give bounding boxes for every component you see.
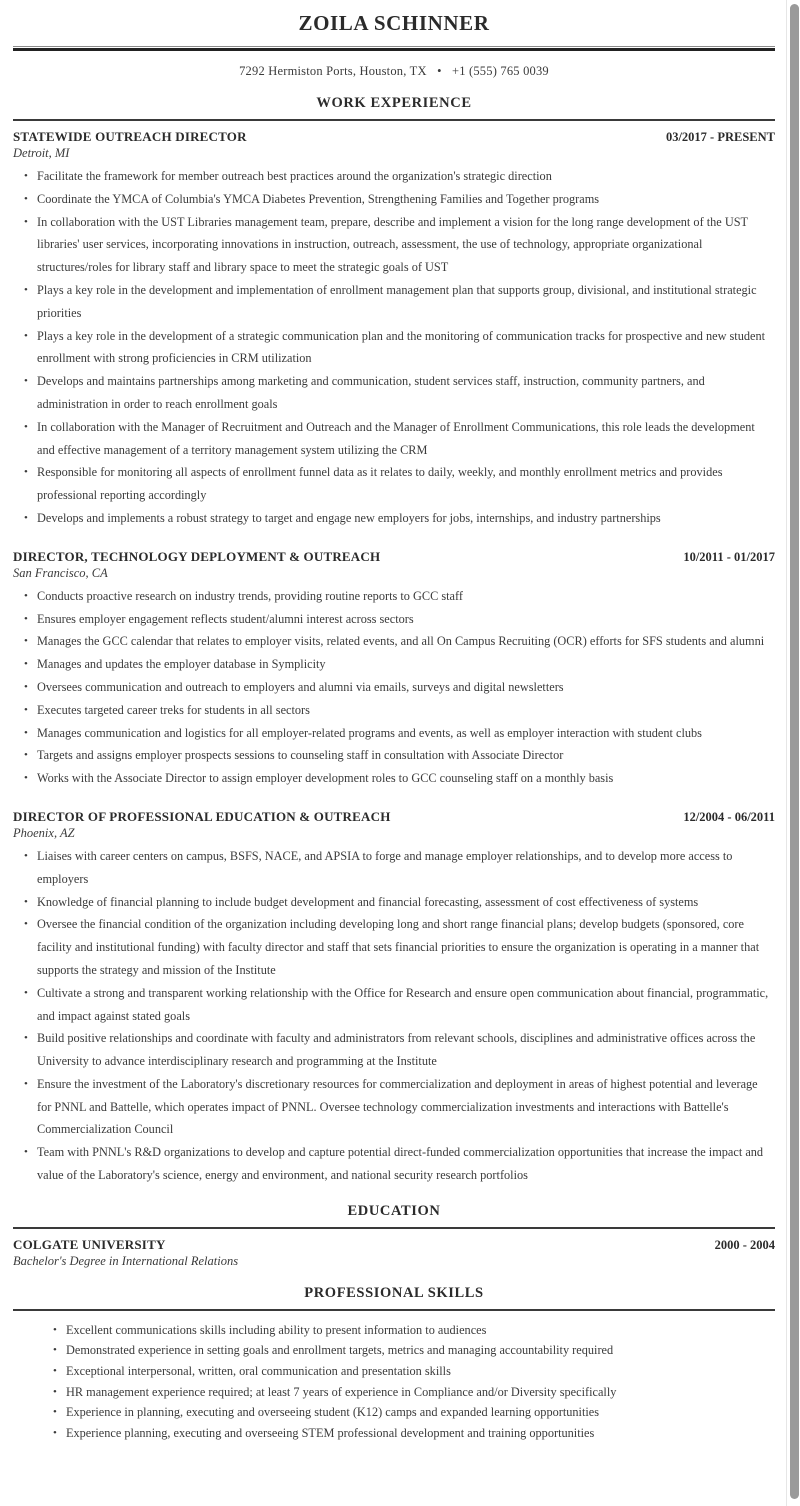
list-item: • Knowledge of financial planning to include budget development and financial forecasting, assessment of cost effectiveness of systems [13,891,775,914]
list-item: • Facilitate the framework for member outreach best practices around the organization's strategic direction [13,165,775,188]
section-title-work-experience: WORK EXPERIENCE [316,95,472,111]
contact-phone: +1 (555) 765 0039 [451,64,549,78]
job-date-range: 12/2004 - 06/2011 [683,809,775,824]
section-work-experience [13,95,775,1187]
list-item: • Cultivate a strong and transparent working relationship with the Office for Research and ensure open communication about financial, programmatic, and impact against stated goals [13,982,775,1028]
job-title: STATEWIDE OUTREACH DIRECTOR [13,129,247,144]
contact-address: 7292 Hermiston Ports, Houston, TX [239,64,427,78]
section-rule-work-experience [13,119,775,121]
list-item: • Targets and assigns employer prospects sessions to counseling staff in consultation with Associate Director [13,744,775,767]
list-item: • Manages and updates the employer database in Symplicity [13,653,775,676]
vertical-scrollbar[interactable] [786,0,800,1506]
work-entry [13,809,775,1187]
list-item: • Coordinate the YMCA of Columbia's YMCA Diabetes Prevention, Strengthening Families and Together programs [13,188,775,211]
header-divider-thin-line [13,46,775,47]
job-title: DIRECTOR, TECHNOLOGY DEPLOYMENT & OUTREACH [13,548,381,564]
header-divider-thick-line [13,48,775,51]
education-entry-header [13,1237,775,1253]
list-item: • HR management experience required; at least 7 years of experience in Compliance and/or Diversity specifically [13,1382,775,1403]
list-item: • Manages communication and logistics for all employer-related programs and events, as well as employer interaction with student clubs [13,722,775,745]
job-responsibility-list [13,845,775,1187]
list-item: • Demonstrated experience in setting goals and enrollment targets, metrics and managing accountability required [13,1340,775,1361]
resume-header [13,10,775,79]
work-entry-header [13,129,775,145]
list-item: • Develops and maintains partnerships among marketing and communication, student services staff, instruction, community partners, and administration in order to reach enrollment goals [13,370,775,416]
job-responsibility-list [13,585,775,790]
list-item: • Experience in planning, executing and overseeing student (K12) camps and expanded learning opportunities [13,1402,775,1423]
section-education [13,1203,775,1269]
list-item: • Develops and implements a robust strategy to target and engage new employers for jobs, internships, and industry partnerships [13,507,775,530]
list-item: • In collaboration with the Manager of Recruitment and Outreach and the Manager of Enrollment Communications, this role leads the development and effective management of a territory management system utilizing the CRM [13,416,775,462]
job-title: DIRECTOR OF PROFESSIONAL EDUCATION & OUTREACH [13,808,391,824]
section-title-professional-skills: PROFESSIONAL SKILLS [304,1284,484,1301]
job-location: San Francisco, CA [13,565,108,580]
job-date-range: 03/2017 - PRESENT [665,130,775,144]
list-item: • Team with PNNL's R&D organizations to develop and capture potential direct-funded commercialization opportunities that increase the impact and value of the Laboratory's science, energy and environment, and national security research portfolios [13,1141,775,1187]
list-item: • Executes targeted career treks for students in all sectors [13,699,775,722]
school-name: COLGATE UNIVERSITY [13,1236,166,1252]
degree-name: Bachelor's Degree in International Relations [13,1253,239,1268]
job-date-range: 10/2011 - 01/2017 [683,549,775,564]
contact-line [13,64,775,79]
list-item: • Oversee the financial condition of the organization including developing long and short range financial plans; develop budgets (sponsored, core facility and institutional funding) with faculty director and staff that sets financial priorities to ensure the organization is operating in a manner that supports the strategy and mission of the Institute [13,913,775,981]
section-rule-professional-skills [13,1309,775,1311]
section-title-education: EDUCATION [347,1202,441,1219]
section-rule-education [13,1227,775,1229]
work-entry [13,129,775,530]
list-item: • In collaboration with the UST Libraries management team, prepare, describe and implement a vision for the long range development of the UST libraries' user services, incorporating innovations in instruction, outreach, assessment, the use of technology, appropriate organizational structures/roles for library staff and library space to meet the strategic goals of UST [13,211,775,279]
list-item: • Manages the GCC calendar that relates to employer visits, related events, and all On Campus Recruiting (OCR) efforts for SFS students and alumni [13,630,775,653]
job-location: Detroit, MI [13,146,70,160]
section-professional-skills [13,1285,775,1444]
education-entry [13,1237,775,1269]
skills-list [13,1320,775,1444]
work-entry-header [13,809,775,825]
candidate-name: ZOILA SCHINNER [298,11,490,35]
header-divider [13,46,775,52]
list-item: • Ensures employer engagement reflects student/alumni interest across sectors [13,608,775,631]
work-entry-header [13,549,775,565]
list-item: • Responsible for monitoring all aspects of enrollment funnel data as it relates to daily, weekly, and monthly enrollment metrics and provides professional reporting accordingly [13,461,775,507]
education-date-range: 2000 - 2004 [714,1237,775,1252]
list-item: • Oversees communication and outreach to employers and alumni via emails, surveys and digital newsletters [13,676,775,699]
list-item: • Exceptional interpersonal, written, oral communication and presentation skills [13,1361,775,1382]
job-location: Phoenix, AZ [13,825,75,840]
work-entry [13,549,775,790]
list-item: • Plays a key role in the development of a strategic communication plan and the monitoring of communication tracks for prospective and new student enrollment with strong proficiencies in CRM utilization [13,325,775,371]
job-responsibility-list [13,165,775,530]
list-item: • Ensure the investment of the Laboratory's discretionary resources for commercialization and deployment in areas of highest potential and leverage for PNNL and Battelle, which operates impact of PNNL. Oversee technology commercialization investments and interactions with Battelle's Commercialization Council [13,1073,775,1141]
list-item: • Conducts proactive research on industry trends, providing routine reports to GCC staff [13,585,775,608]
list-item: • Excellent communications skills including ability to present information to audiences [13,1320,775,1341]
list-item: • Works with the Associate Director to assign employer development roles to GCC counseling staff on a monthly basis [13,767,775,790]
list-item: • Liaises with career centers on campus, BSFS, NACE, and APSIA to forge and manage employer relationships, and to develop more access to employers [13,845,775,891]
list-item: • Build positive relationships and coordinate with faculty and administrators from relevant schools, disciplines and administrative offices across the University to advance interdisciplinary research and programming at the Institute [13,1027,775,1073]
contact-separator-bullet-icon: • [437,64,442,78]
list-item: • Plays a key role in the development and implementation of enrollment management plan that supports group, divisional, and institutional strategic priorities [13,279,775,325]
scrollbar-thumb[interactable] [790,4,799,1499]
list-item: • Experience planning, executing and overseeing STEM professional development and training opportunities [13,1423,775,1444]
